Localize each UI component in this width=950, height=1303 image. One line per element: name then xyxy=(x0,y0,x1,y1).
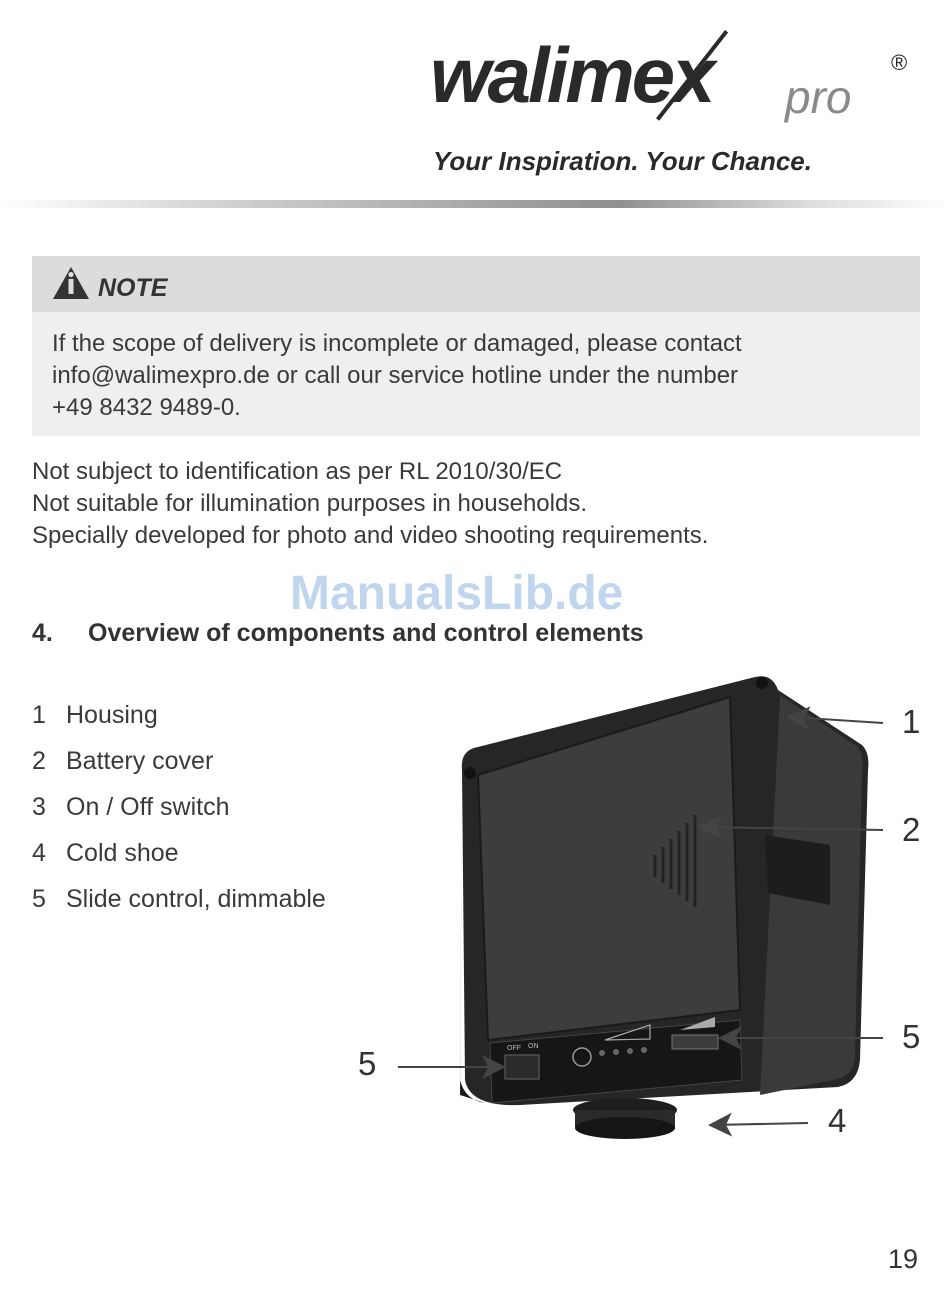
note-line: If the scope of delivery is incomplete or damaged, please contact xyxy=(52,330,742,357)
note-header xyxy=(32,256,920,312)
battery-led xyxy=(641,1047,647,1053)
battery-led xyxy=(627,1048,633,1054)
battery-led xyxy=(613,1049,619,1055)
info-line: Not suitable for illumination purposes in households. xyxy=(32,490,587,517)
callout-cold-shoe: 4 xyxy=(828,1102,847,1139)
item-number: 5 xyxy=(32,885,46,913)
item-label: Housing xyxy=(66,701,158,729)
info-line: Not subject to identification as per RL 2010/30/EC xyxy=(32,458,563,485)
tagline: Your Inspiration. Your Chance. xyxy=(433,146,812,176)
item-label: Cold shoe xyxy=(66,839,179,867)
item-label: Slide control, dimmable xyxy=(66,885,326,913)
list-item xyxy=(32,746,392,792)
callout-slide-control: 5 xyxy=(902,1018,921,1055)
warning-info-icon xyxy=(52,266,90,300)
registered-mark: ® xyxy=(891,50,908,75)
callout-housing: 1 xyxy=(902,703,921,740)
info-line: Specially developed for photo and video shooting requirements. xyxy=(32,522,709,549)
logo-pro: pro xyxy=(785,71,852,123)
section-heading xyxy=(32,621,644,646)
list-item xyxy=(32,838,392,884)
callout-slide-control-left: 5 xyxy=(358,1045,377,1082)
callout-arrow xyxy=(712,1123,808,1125)
note-box xyxy=(32,256,920,436)
components-list xyxy=(32,700,392,930)
note-title: NOTE xyxy=(98,274,168,302)
on-off-switch xyxy=(505,1055,539,1079)
note-text xyxy=(52,328,902,424)
header-divider xyxy=(0,200,950,208)
switch-label-off: OFF xyxy=(507,1045,521,1052)
list-item xyxy=(32,884,392,930)
walimex-pro-logo xyxy=(425,30,925,150)
battery-led xyxy=(599,1050,605,1056)
item-number: 1 xyxy=(32,701,46,729)
switch-label-on: ON xyxy=(528,1043,539,1050)
dimmer-slider xyxy=(672,1035,718,1049)
item-label: On / Off switch xyxy=(66,793,230,821)
callout-battery-cover: 2 xyxy=(902,811,921,848)
section-title: Overview of components and control elements xyxy=(88,619,644,647)
item-number: 2 xyxy=(32,747,46,775)
watermark: ManualsLib.de xyxy=(290,567,624,620)
led-light-diagram xyxy=(350,655,950,1155)
item-number: 3 xyxy=(32,793,46,821)
cold-shoe xyxy=(573,1098,677,1139)
item-label: Battery cover xyxy=(66,747,214,775)
note-line: info@walimexpro.de or call our service hotline under the number xyxy=(52,362,739,389)
list-item xyxy=(32,700,392,746)
info-paragraph xyxy=(32,456,912,552)
note-line: +49 8432 9489-0. xyxy=(52,394,241,421)
logo-wordmark: walimex xyxy=(430,31,713,119)
page-number: 19 xyxy=(888,1244,919,1274)
item-number: 4 xyxy=(32,839,46,867)
section-number: 4. xyxy=(32,619,53,647)
list-item xyxy=(32,792,392,838)
